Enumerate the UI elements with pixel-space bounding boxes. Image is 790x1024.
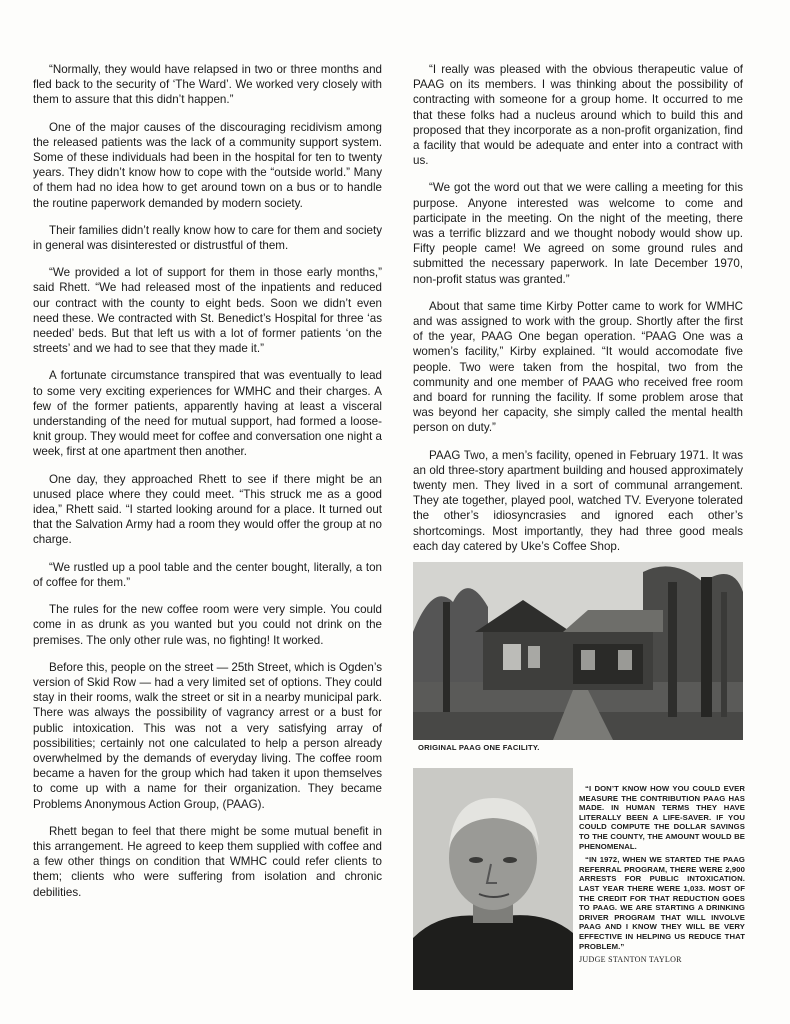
judge-portrait (413, 768, 573, 990)
photo-caption: ORIGINAL PAAG ONE FACILITY. (418, 743, 540, 752)
quote-attribution: JUDGE STANTON TAYLOR (579, 955, 682, 965)
paragraph: Rhett began to feel that there might be some mutual benefit in this arrangement. He agreed to keep them supplied with coffee and a few other things on condition that WMHC could refer clients to them; clients who were suffering from isolation and chronic debilities. (33, 824, 382, 899)
portrait-illustration (413, 768, 573, 990)
house-photo (413, 562, 743, 740)
judge-quote (579, 784, 745, 969)
quote-paragraph: “IN 1972, WHEN WE STARTED THE PAAG REFERRAL PROGRAM, THERE WERE 2,900 ARRESTS FOR PUBLIC INTOXICATION. LAST YEAR THERE WERE 1,033. MOST OF THE CREDIT FOR THAT REDUCTION GOES TO PAAG. WE ARE STARTING A DRINKING DRIVER PROGRAM THAT WILL INVOLVE PAAG AND I KNOW THEY WILL BE VERY EFFECTIVE IN HELPING US REDUCE THAT PROBLEM.” (579, 855, 745, 951)
paragraph: Before this, people on the street — 25th Street, which is Ogden’s version of Skid Row — had a very limited set of options. They could stay in their rooms, walk the street or sit in a nearby municipal park. There was always the possibility of vagrancy arrest or a bust for public intoxication. This was not a very satisfying array of possibilities; certainly not one calculated to help a person already overwhelmed by the demands of everyday living. The coffee room became a haven for the group which had taken it upon themselves to come up with a name for their organization. They became Problems Anonymous Action Group, (PAAG). (33, 660, 382, 811)
paragraph: “Normally, they would have relapsed in two or three months and fled back to the security of ‘The Ward’. We worked very closely with them to assure that this didn’t happen.” (33, 63, 382, 107)
quote-paragraph: “I DON’T KNOW HOW YOU COULD EVER MEASURE THE CONTRIBUTION PAAG HAS MADE. IN HUMAN TERMS THEY HAVE LITERALLY BEEN A LIFE-SAVER. IF YOU COULD COMPUTE THE DOLLAR SAVINGS TO THE COUNTY, THE AMOUNT WOULD BE PHENOMENAL. (579, 784, 745, 851)
paragraph: A fortunate circumstance transpired that was eventually to lead to some very exciting experiences for WMHC and their charges. A few of the former patients, apparently having at least a visceral understanding of the need for mutual support, had formed a loose-knit group. They would meet for coffee and conversation one night a week, first at one apartment then another. (33, 369, 382, 459)
paragraph: PAAG Two, a men’s facility, opened in February 1971. It was an old three-story apartment building and housed approximately twenty men. They lived in a sort of communal arrangement. They ate together, played pool, watched TV. Everyone tolerated the other’s idiosyncrasies and ignored each other’s shortcomings. Most importantly, they had three good meals each day catered by Uke’s Coffee Shop. (413, 448, 743, 553)
paragraph: Their families didn’t really know how to care for them and society in general was disinterested or distrustful of them. (33, 223, 382, 253)
paragraph: “We got the word out that we were calling a meeting for this purpose. Anyone interested was welcome to come and participate in the meeting. On the night of the meeting, there was a terrific blizzard and we thought nobody would show up. Fifty people came! We agreed on some ground rules and submitted the necessary paperwork. In late December 1970, non-profit status was granted.” (413, 181, 743, 286)
left-column (33, 62, 382, 912)
paragraph: One of the major causes of the discouraging recidivism among the released patients was the lack of a community support system. Some of these individuals had been in the hospital for ten to twenty years. They didn’t know how to cope with the “outside world.” Many of them had no idea how to get around town on a bus or to handle the routine paperwork demanded by modern society. (33, 120, 382, 210)
house-illustration (413, 562, 743, 740)
paragraph: “We provided a lot of support for them in those early months,” said Rhett. “We had released most of the inpatients and reduced our contract with the county to eight beds. Soon we didn’t even need these. We contracted with St. Benedict’s Hospital for three ‘as needed’ beds. But that left us with a lot of former patients ‘on the streets’ and we had to see that they made it.” (33, 266, 382, 356)
paragraph: “We rustled up a pool table and the center bought, literally, a ton of coffee for them.” (33, 560, 382, 589)
right-column (413, 62, 743, 566)
paragraph: The rules for the new coffee room were very simple. You could come in as drunk as you wanted but you could not drink on the premises. The only other rule was, no fighting! It worked. (33, 603, 382, 647)
paragraph: One day, they approached Rhett to see if there might be an unused place where they could meet. “This struck me as a good idea,” Rhett said. “I started looking around for a place. It turned out that the Salvation Army had a room they would offer the group at no charge. (33, 472, 382, 547)
paragraph: About that same time Kirby Potter came to work for WMHC and was assigned to work with the group. Shortly after the first of the year, PAAG One began operation. “PAAG One was a women’s facility,” Kirby explained. “It would accomodate five people. Two were taken from the hospital, two from the community and one member of PAAG who received free room and board for running the facility. If some problem arose that was beyond her capacity, she simply called the mental health person on duty.” (413, 299, 743, 435)
paragraph: “I really was pleased with the obvious therapeutic value of PAAG on its members. I was thinking about the possibility of contracting with someone for a group home. It occurred to me that these folks had a nucleus around which to build this and proposed that they incorporate as a non-profit organization, find a facility that would be adequate and enter into a contract with us. (413, 63, 743, 168)
